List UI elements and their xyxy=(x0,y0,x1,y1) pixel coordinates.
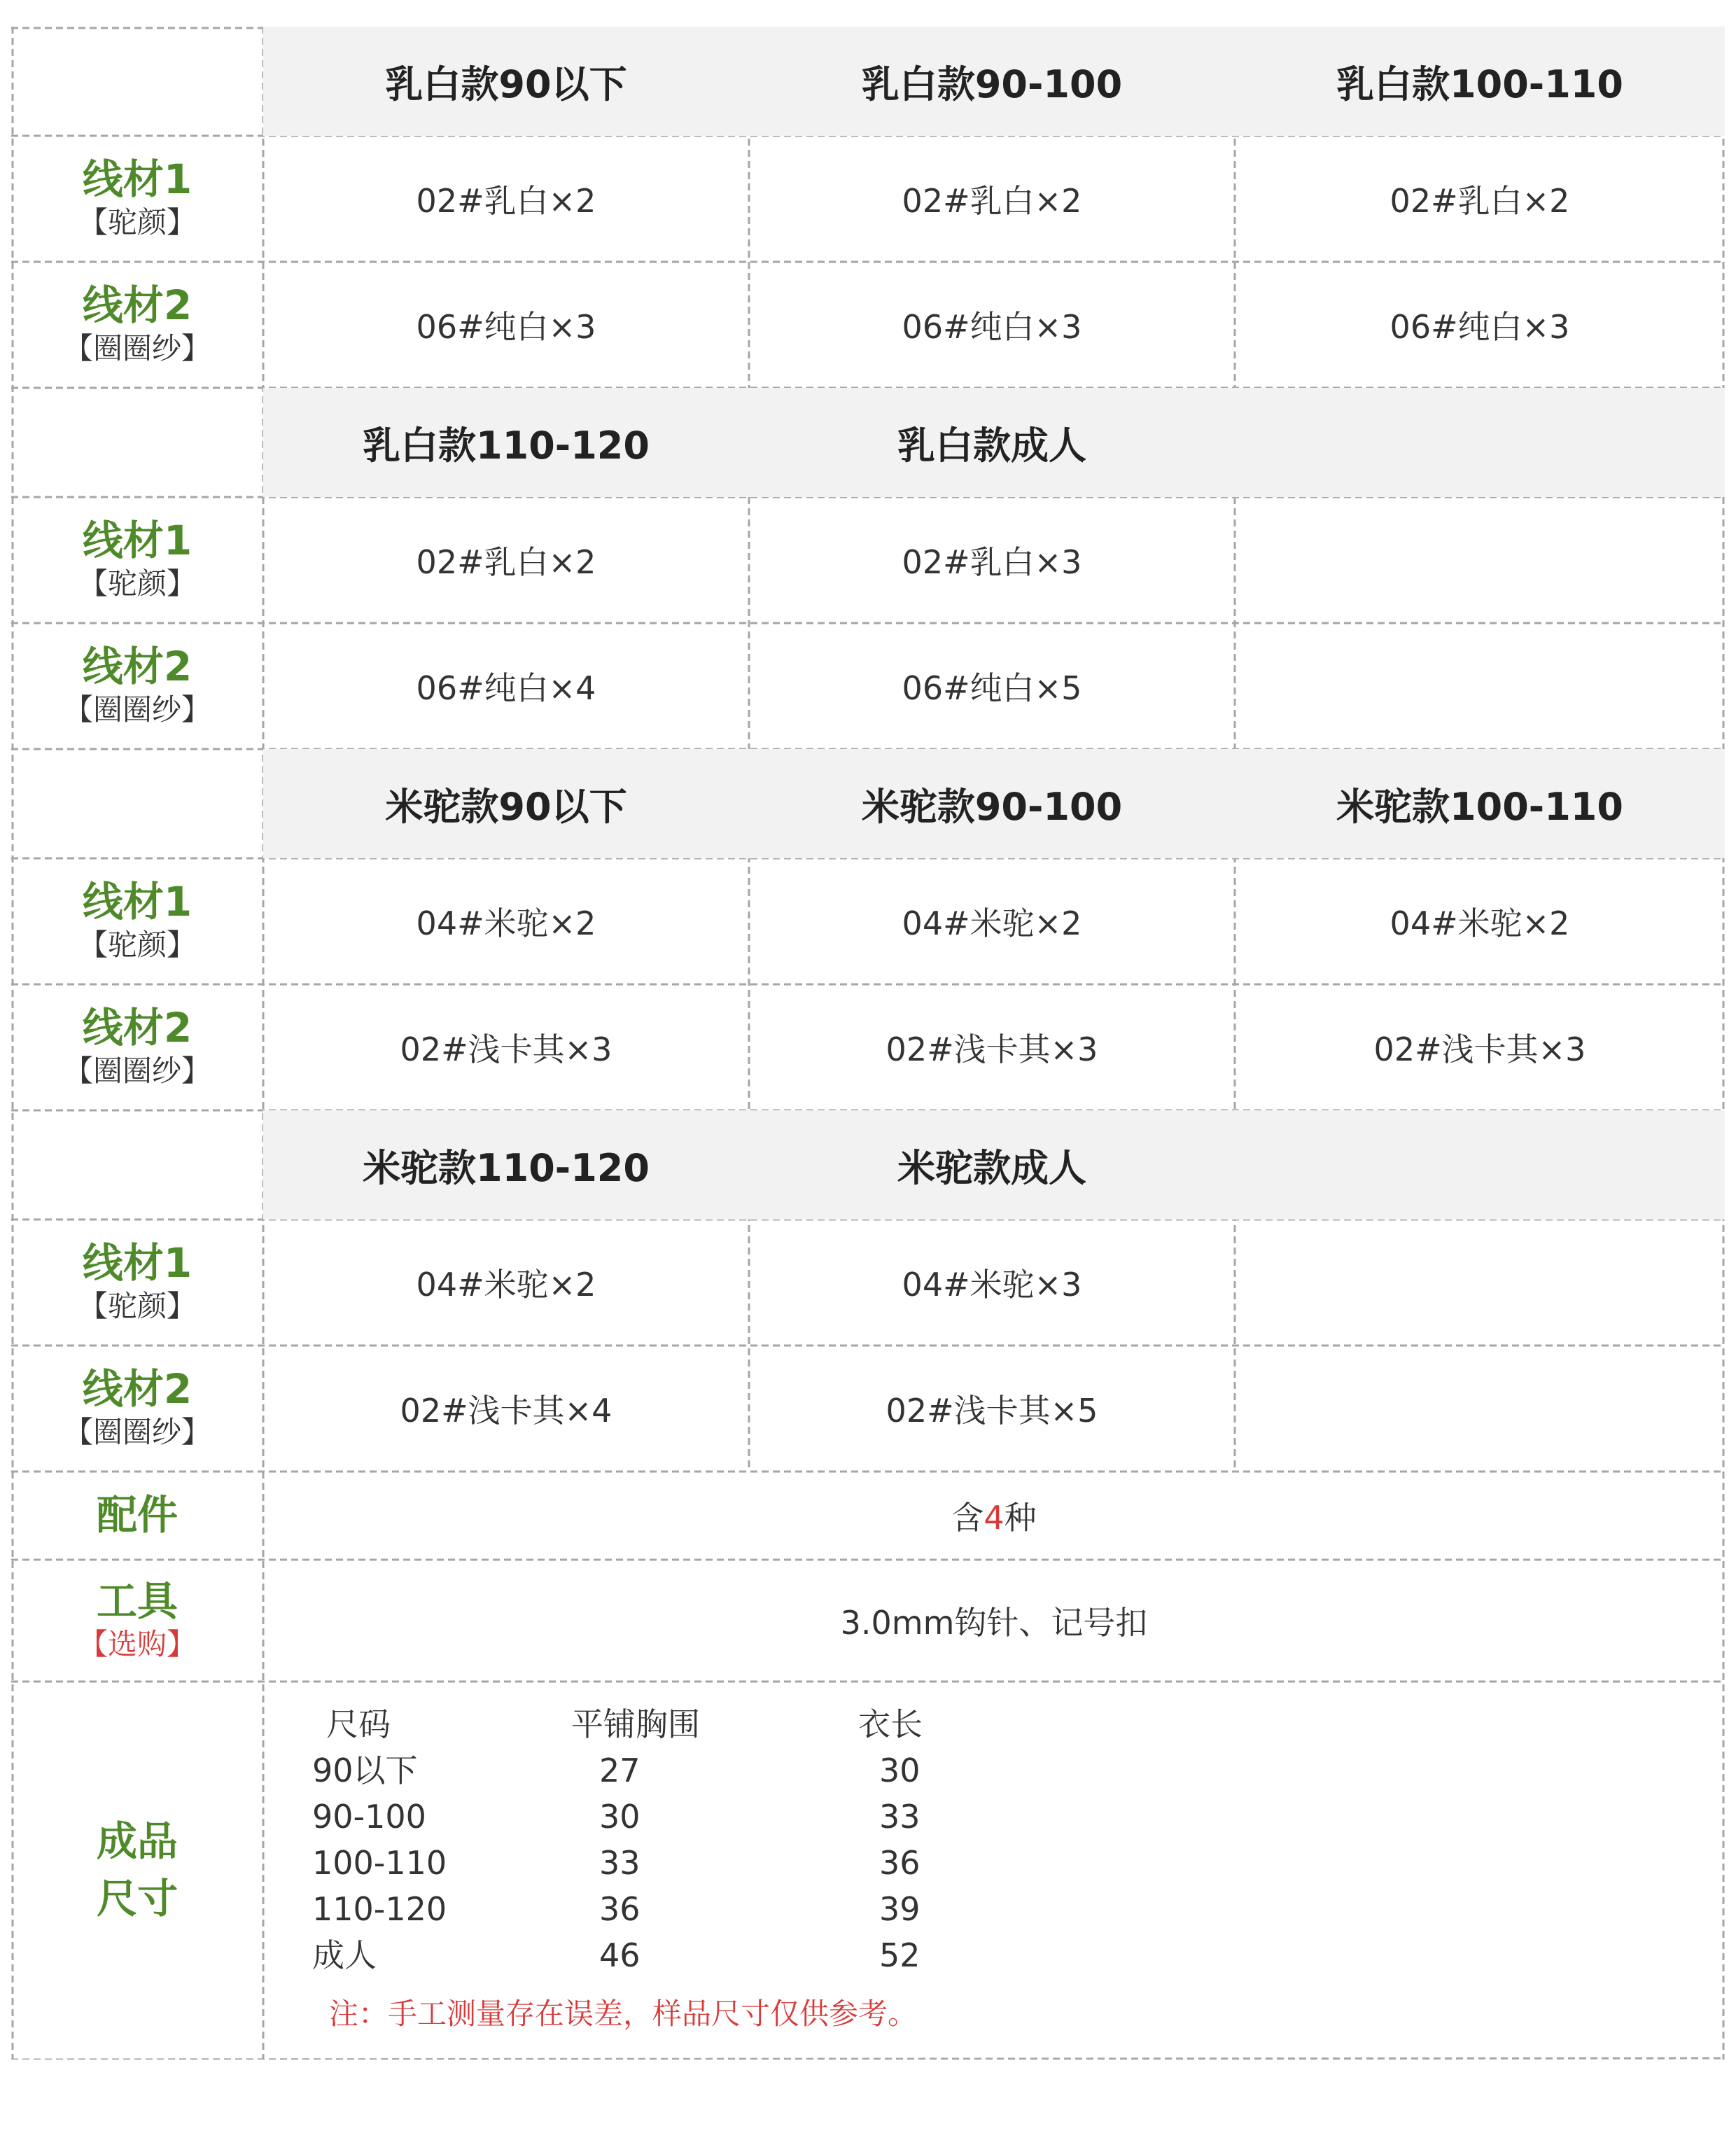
yarn1-value xyxy=(1235,1220,1725,1346)
yarn1-value xyxy=(749,1220,1235,1346)
yarn2-label-sub: 【圈圈纱】 xyxy=(63,692,211,727)
yarn2-value xyxy=(263,623,749,749)
size-chart-cell: 33 xyxy=(879,1798,920,1836)
size-chart-cell: 27 xyxy=(599,1752,640,1789)
corner-cell xyxy=(11,1110,263,1220)
size-chart-cell: 30 xyxy=(599,1798,640,1836)
style-size-header-text: 米驼款成人 xyxy=(897,1145,1086,1190)
size-chart-cell: 36 xyxy=(879,1844,920,1882)
yarn2-label-sub: 【圈圈纱】 xyxy=(63,1414,211,1449)
yarn1-label-sub: 【驼颜】 xyxy=(78,204,196,239)
yarn1-value-text: 04#米驼×2 xyxy=(1390,904,1570,942)
yarn1-value xyxy=(1235,136,1725,262)
style-size-header xyxy=(1235,749,1725,858)
size-chart-cell: 36 xyxy=(599,1890,640,1928)
yarn2-value xyxy=(749,623,1235,749)
tools-label-sub: 【选购】 xyxy=(78,1626,196,1661)
materials-table xyxy=(11,27,1725,2060)
yarn2-label-main: 线材2 xyxy=(82,1364,192,1413)
yarn1-value xyxy=(1235,497,1725,623)
corner-cell xyxy=(11,27,263,136)
style-size-header xyxy=(749,749,1235,858)
style-size-header xyxy=(1235,388,1725,497)
grid-line xyxy=(11,2058,1725,2060)
size-note: 注：手工测量存在误差，样品尺寸仅供参考。 xyxy=(329,1997,918,2031)
style-size-header xyxy=(263,749,749,858)
yarn2-label xyxy=(11,1346,263,1472)
size-chart-column-header: 尺码 xyxy=(326,1705,391,1743)
size-chart-cell: 39 xyxy=(879,1890,920,1928)
yarn2-value xyxy=(749,1346,1235,1472)
yarn2-label-main: 线材2 xyxy=(82,1003,192,1051)
yarn2-label-sub: 【圈圈纱】 xyxy=(63,330,211,365)
yarn2-value-text: 06#纯白×3 xyxy=(1390,308,1570,346)
style-size-header-text: 乳白款100-110 xyxy=(1336,62,1623,106)
style-size-header-text: 乳白款成人 xyxy=(897,423,1086,468)
size-chart-column-header: 衣长 xyxy=(858,1705,923,1743)
yarn2-label xyxy=(11,262,263,388)
yarn1-value xyxy=(263,1220,749,1346)
tools-value-text: 3.0mm钩针、记号扣 xyxy=(840,1604,1148,1642)
yarn1-label xyxy=(11,858,263,984)
yarn2-value-text: 02#浅卡其×3 xyxy=(886,1030,1098,1068)
finished-size-label-line1: 成品 xyxy=(96,1817,178,1866)
yarn1-value xyxy=(749,497,1235,623)
size-chart-cell: 52 xyxy=(879,1936,920,1974)
size-chart-cell: 90-100 xyxy=(312,1798,426,1836)
yarn1-label-main: 线材1 xyxy=(82,155,192,203)
size-chart-cell: 100-110 xyxy=(312,1844,447,1882)
style-size-header-text: 乳白款110-120 xyxy=(363,423,650,468)
yarn1-value-text: 02#乳白×2 xyxy=(416,182,596,220)
style-size-header xyxy=(263,27,749,136)
corner-cell xyxy=(11,749,263,858)
yarn1-value-text: 04#米驼×2 xyxy=(902,904,1082,942)
yarn1-label-sub: 【驼颜】 xyxy=(78,1288,196,1323)
yarn1-label-sub: 【驼颜】 xyxy=(78,566,196,601)
yarn1-value-text: 04#米驼×2 xyxy=(416,904,596,942)
style-size-header xyxy=(749,1110,1235,1220)
yarn2-value-text: 06#纯白×3 xyxy=(902,308,1082,346)
style-size-header-text: 乳白款90以下 xyxy=(385,62,627,106)
size-chart-cell: 46 xyxy=(599,1936,640,1974)
yarn1-value xyxy=(749,858,1235,984)
accessories-prefix: 含 xyxy=(951,1499,984,1537)
corner-cell xyxy=(11,388,263,497)
yarn1-value-text: 02#乳白×2 xyxy=(416,543,596,581)
yarn2-value xyxy=(749,262,1235,388)
yarn2-label xyxy=(11,984,263,1110)
style-size-header xyxy=(263,1110,749,1220)
tools-label-main: 工具 xyxy=(96,1577,178,1625)
yarn2-value xyxy=(1235,623,1725,749)
yarn2-value xyxy=(1235,262,1725,388)
yarn2-value-text: 06#纯白×3 xyxy=(416,308,596,346)
style-size-header-text: 米驼款100-110 xyxy=(1336,784,1623,829)
yarn1-value-text: 02#乳白×2 xyxy=(1390,182,1570,220)
style-size-header xyxy=(1235,27,1725,136)
style-size-header-text: 米驼款90以下 xyxy=(385,784,627,829)
yarn1-value-text: 02#乳白×2 xyxy=(902,182,1082,220)
size-chart-row xyxy=(312,1886,1012,1932)
yarn2-value-text: 06#纯白×4 xyxy=(416,669,596,707)
tools-value xyxy=(263,1560,1725,1682)
yarn1-value-text: 04#米驼×2 xyxy=(416,1266,596,1304)
yarn2-value-text: 02#浅卡其×3 xyxy=(400,1030,612,1068)
style-size-header xyxy=(1235,1110,1725,1220)
yarn2-value-text: 02#浅卡其×5 xyxy=(886,1392,1098,1430)
size-chart-row xyxy=(312,1932,1012,1978)
accessories-label-text: 配件 xyxy=(96,1491,178,1539)
size-chart-row xyxy=(312,1794,1012,1840)
style-size-header-text: 乳白款90-100 xyxy=(861,62,1123,106)
yarn2-label-main: 线材2 xyxy=(82,281,192,329)
size-chart-cell: 成人 xyxy=(312,1936,377,1974)
size-chart-cell: 33 xyxy=(599,1844,640,1882)
yarn1-value xyxy=(263,497,749,623)
yarn2-value xyxy=(263,1346,749,1472)
tools-label xyxy=(11,1560,263,1682)
size-chart xyxy=(312,1701,1012,1981)
size-chart-row xyxy=(312,1840,1012,1886)
yarn2-label-main: 线材2 xyxy=(82,642,192,690)
size-chart-column-header: 平铺胸围 xyxy=(571,1705,700,1743)
yarn2-value xyxy=(1235,1346,1725,1472)
style-size-header xyxy=(749,27,1235,136)
yarn2-label xyxy=(11,623,263,749)
yarn1-label-sub: 【驼颜】 xyxy=(78,927,196,962)
yarn2-value xyxy=(1235,984,1725,1110)
yarn1-value-text: 04#米驼×3 xyxy=(902,1266,1082,1304)
yarn1-label-main: 线材1 xyxy=(82,1238,192,1287)
accessories-value xyxy=(263,1472,1725,1560)
size-chart-header-row xyxy=(312,1701,1012,1747)
accessories-suffix: 种 xyxy=(1004,1499,1037,1537)
style-size-header xyxy=(263,388,749,497)
style-size-header-text: 米驼款110-120 xyxy=(363,1145,650,1190)
yarn1-label xyxy=(11,497,263,623)
finished-size-label-line2: 尺寸 xyxy=(96,1875,178,1922)
yarn1-label xyxy=(11,136,263,262)
yarn1-label-main: 线材1 xyxy=(82,516,192,564)
yarn1-label-main: 线材1 xyxy=(82,877,192,925)
yarn2-value xyxy=(263,262,749,388)
size-chart-cell: 90以下 xyxy=(312,1752,418,1789)
accessories-label xyxy=(11,1472,263,1560)
style-size-header-text: 米驼款90-100 xyxy=(861,784,1123,829)
yarn2-value xyxy=(749,984,1235,1110)
size-chart-row xyxy=(312,1747,1012,1794)
yarn1-value xyxy=(1235,858,1725,984)
yarn2-value-text: 02#浅卡其×4 xyxy=(400,1392,612,1430)
finished-size-label xyxy=(11,1682,263,2060)
yarn1-value xyxy=(749,136,1235,262)
style-size-header xyxy=(749,388,1235,497)
yarn1-label xyxy=(11,1220,263,1346)
yarn1-value xyxy=(263,136,749,262)
size-chart-cell: 110-120 xyxy=(312,1890,447,1928)
yarn2-label-sub: 【圈圈纱】 xyxy=(63,1053,211,1088)
yarn1-value xyxy=(263,858,749,984)
yarn2-value-text: 02#浅卡其×3 xyxy=(1373,1030,1586,1068)
yarn2-value-text: 06#纯白×5 xyxy=(902,669,1082,707)
yarn2-value xyxy=(263,984,749,1110)
accessories-count: 4 xyxy=(983,1499,1004,1537)
yarn1-value-text: 02#乳白×3 xyxy=(902,543,1082,581)
size-chart-cell: 30 xyxy=(879,1752,920,1789)
